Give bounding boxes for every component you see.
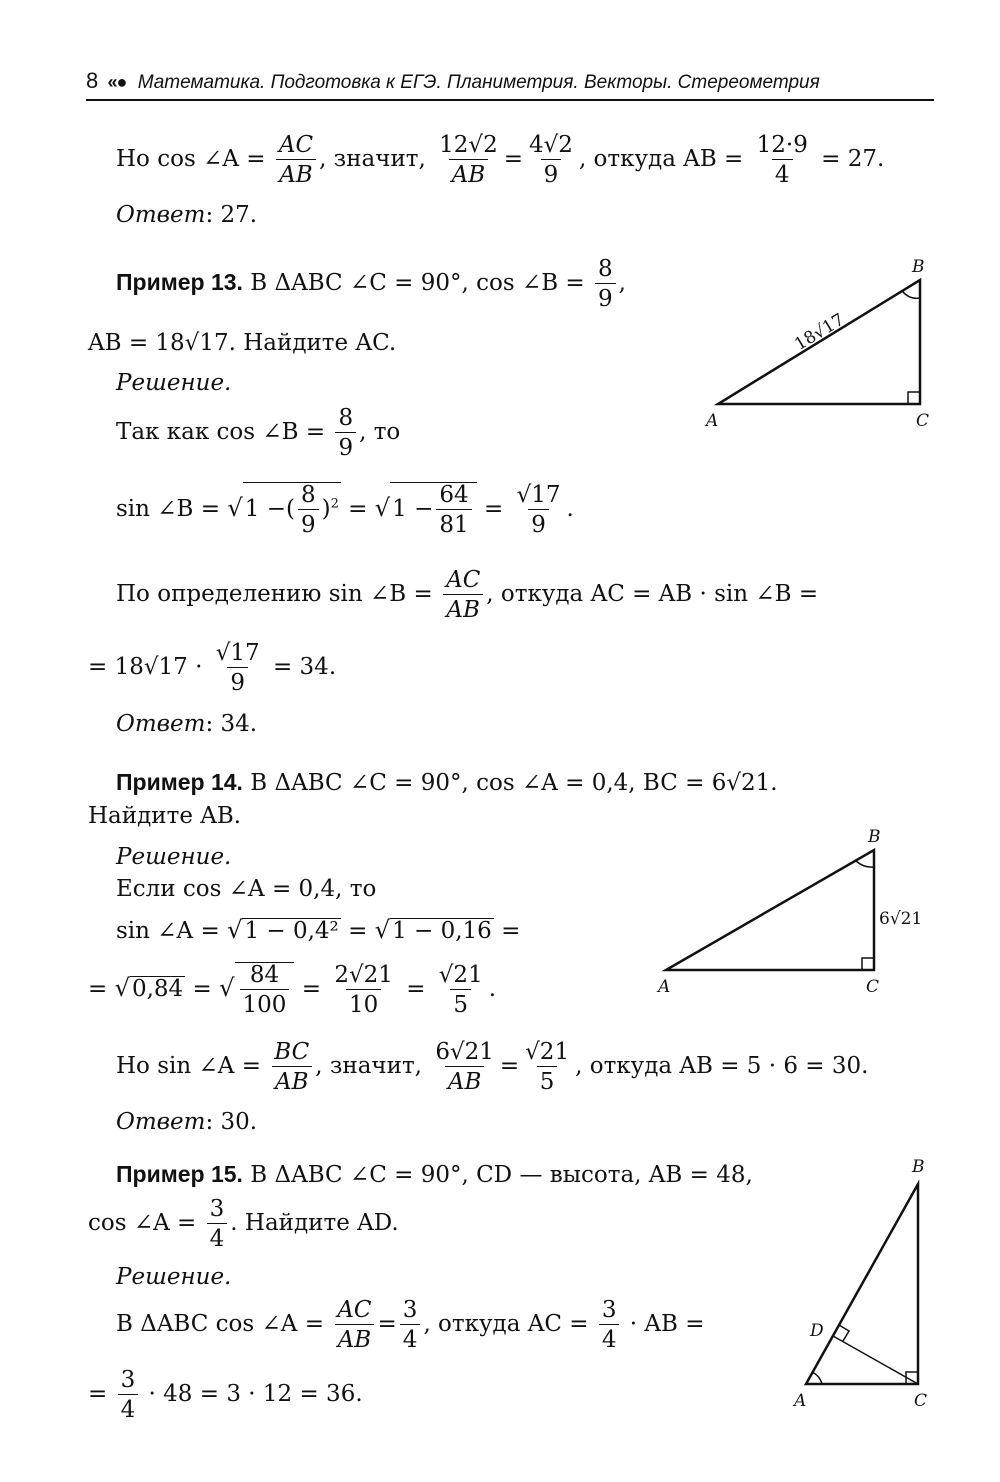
fraction <box>432 1040 497 1094</box>
vertex-label-c: C <box>914 1391 928 1411</box>
text: , <box>618 270 626 297</box>
den: 4 <box>772 159 793 187</box>
ex14-answer <box>116 1111 257 1134</box>
text: В ΔABC ∠C = 90°, cos ∠B = <box>250 270 585 297</box>
fraction <box>526 133 576 187</box>
text: = <box>301 976 321 1003</box>
text: , откуда AC = AB · sin ∠B = <box>486 581 819 608</box>
answer-value: : 30. <box>205 1109 258 1135</box>
text: = <box>88 1381 108 1408</box>
fraction <box>334 1298 374 1352</box>
answer-label: Ответ <box>116 202 206 228</box>
ex14-step-1: Если cos ∠A = 0,4, то <box>116 876 377 902</box>
right-angle-mark <box>908 392 920 404</box>
fraction <box>276 133 316 187</box>
den: 9 <box>528 509 549 537</box>
header-marker: «● <box>107 72 127 92</box>
fraction <box>400 1298 421 1352</box>
radical-sign: √ <box>227 916 243 944</box>
num: AC <box>278 132 314 158</box>
fraction <box>522 1040 572 1094</box>
vertex-label-c: C <box>866 977 880 997</box>
radicand: 0,84 <box>131 976 184 1003</box>
triangle <box>806 1184 918 1384</box>
num: AC <box>337 1297 372 1323</box>
text: = <box>377 1311 397 1338</box>
num: 4√2 <box>529 132 573 158</box>
den: AB <box>445 1066 485 1094</box>
num: 2√21 <box>334 962 393 988</box>
text: , значит, <box>315 1053 422 1080</box>
vertex-label-c: C <box>916 411 930 431</box>
text: = 27. <box>821 146 885 173</box>
fraction <box>207 1197 228 1251</box>
right-angle-mark-d <box>839 1325 849 1341</box>
num: 6√21 <box>435 1039 494 1065</box>
num: 3 <box>209 1196 225 1222</box>
fraction <box>271 1040 312 1094</box>
radicand: 1 −( $\frac{8}{9}$ )$^2$ <box>244 482 339 539</box>
text: = <box>348 496 368 523</box>
ex13-step-2 <box>116 482 574 537</box>
den: 9 <box>541 159 562 187</box>
text: = <box>483 496 504 523</box>
num: 8 <box>598 256 613 282</box>
text: В ΔABC cos ∠A = <box>116 1311 324 1338</box>
num: 64 <box>439 482 469 508</box>
num: BC <box>274 1039 310 1065</box>
ex13-step-3 <box>116 568 818 622</box>
radical-sign: √ <box>114 974 130 1003</box>
den: AB <box>276 159 316 187</box>
angle-arc-a <box>812 1372 822 1384</box>
text: , откуда AC = <box>423 1311 589 1338</box>
fraction <box>436 483 471 537</box>
text: , откуда AB = 5 · 6 = 30. <box>575 1053 869 1080</box>
text: = 34. <box>272 654 337 681</box>
ex15-condition-2 <box>88 1197 399 1251</box>
den: AB <box>272 1066 312 1094</box>
text: В ΔABC ∠C = 90°, CD — высота, AB = 48, <box>250 1162 753 1188</box>
page-number: 8 <box>86 68 99 93</box>
angle-arc-b <box>902 291 920 298</box>
den: 4 <box>400 1324 421 1352</box>
example-heading: Пример 14. <box>116 769 243 795</box>
ex13-step-1 <box>116 406 400 460</box>
text: = <box>192 976 212 1003</box>
text: Так как cos ∠B = <box>116 419 326 446</box>
num: √17 <box>215 640 260 666</box>
fraction <box>514 483 564 537</box>
triangle <box>666 850 874 970</box>
vertex-label-a: A <box>794 1391 807 1411</box>
text: . Найдите AD. <box>230 1210 399 1237</box>
side-label-bc: 6√21 <box>879 909 923 929</box>
ex15-step-2 <box>88 1368 363 1422</box>
den: 81 <box>436 509 471 537</box>
ex14-step-2 <box>116 918 520 944</box>
fraction <box>240 963 290 1017</box>
ex14-condition <box>116 771 778 795</box>
den: 4 <box>599 1324 620 1352</box>
num: 8 <box>338 405 354 431</box>
fraction <box>599 1298 620 1352</box>
vertex-label-a: A <box>658 977 671 997</box>
vertex-label-b: B <box>912 1157 925 1177</box>
fraction <box>443 568 483 622</box>
den: 9 <box>335 432 356 460</box>
text: По определению sin ∠B = <box>116 581 433 608</box>
text: = 18√17 · <box>88 654 203 681</box>
num: 12√2 <box>439 132 498 158</box>
den: 4 <box>207 1223 228 1251</box>
example-heading: Пример 13. <box>116 269 243 296</box>
vertex-label-a: A <box>706 411 719 431</box>
den: 5 <box>450 989 471 1017</box>
text: 1 − <box>392 496 434 523</box>
den: AB <box>335 1324 375 1352</box>
text: sin ∠B = <box>116 496 221 523</box>
text: cos ∠A = <box>88 1210 197 1237</box>
prev-line-1 <box>116 133 884 187</box>
den: 4 <box>118 1394 139 1422</box>
num: √21 <box>438 962 483 988</box>
radical-sign: √ <box>219 974 235 1003</box>
num: 84 <box>249 962 280 988</box>
den: 9 <box>595 283 616 311</box>
ex14-solution-label: Решение. <box>116 844 232 870</box>
radicand: 1 − 0,4² <box>244 918 339 944</box>
radicand: 1 − 0,16 <box>392 918 492 944</box>
fraction <box>118 1368 139 1422</box>
page-header <box>86 68 820 94</box>
num: √17 <box>516 482 561 508</box>
text: , значит, <box>319 146 426 173</box>
answer-value: : 27. <box>205 202 258 228</box>
num: 3 <box>120 1367 136 1393</box>
side-label-ab: 18√17 <box>791 309 848 355</box>
ex15-triangle-figure <box>780 1150 950 1420</box>
exponent: 2 <box>330 496 339 512</box>
text: = <box>88 976 108 1003</box>
radicand <box>235 962 295 1017</box>
example-heading: Пример 15. <box>116 1161 243 1187</box>
ex15-step-1 <box>116 1298 705 1352</box>
text: = <box>348 918 368 944</box>
fraction <box>754 133 811 187</box>
ex13-condition <box>116 257 626 311</box>
prev-answer <box>116 204 257 227</box>
num: 8 <box>300 482 316 508</box>
text: Но cos ∠A = <box>116 146 266 173</box>
answer-label: Ответ <box>116 1109 206 1135</box>
ex14-condition-2: Найдите AB. <box>88 803 242 829</box>
den: 100 <box>240 989 290 1017</box>
fraction <box>213 641 263 695</box>
fraction <box>298 483 319 537</box>
num: AC <box>446 567 481 593</box>
text: = <box>406 976 426 1003</box>
radical-sign: √ <box>374 916 391 944</box>
num: 12·9 <box>756 132 808 158</box>
text: Но sin ∠A = <box>116 1053 261 1080</box>
ex14-triangle-figure <box>650 820 950 1000</box>
vertex-label-b: B <box>868 827 881 847</box>
num: 3 <box>601 1297 617 1323</box>
text: = <box>499 1053 520 1080</box>
radical-sign: √ <box>227 494 243 523</box>
den: AB <box>443 594 483 622</box>
text: · AB = <box>629 1311 705 1338</box>
fraction <box>436 133 501 187</box>
radicand <box>390 482 477 537</box>
text: . <box>566 496 574 523</box>
text: · 48 = 3 · 12 = 36. <box>148 1381 363 1408</box>
text: В ΔABC ∠C = 90°, cos ∠A = 0,4, BC = 6√21. <box>250 770 778 796</box>
ex13-answer <box>116 713 257 736</box>
fraction <box>335 406 356 460</box>
text: 1 − <box>244 496 286 523</box>
header-rule <box>86 99 934 101</box>
den: 9 <box>298 509 319 537</box>
text: = <box>503 146 523 173</box>
ex13-triangle-figure <box>690 250 950 440</box>
text: , то <box>359 419 401 446</box>
den: AB <box>449 159 489 187</box>
text: sin ∠A = <box>116 918 220 944</box>
ex13-step-4 <box>88 641 336 695</box>
den: 9 <box>227 667 248 695</box>
vertex-label-d: D <box>810 1321 824 1341</box>
ex14-step-4 <box>116 1040 868 1094</box>
answer-value: : 34. <box>205 711 258 737</box>
answer-label: Ответ <box>116 711 206 737</box>
angle-arc-b <box>856 861 874 867</box>
text: . <box>488 976 497 1003</box>
fraction <box>436 963 486 1017</box>
ex15-condition <box>116 1163 753 1187</box>
den: 10 <box>346 989 381 1017</box>
right-angle-mark <box>862 958 874 970</box>
vertex-label-b: B <box>912 257 925 277</box>
book-title: Математика. Подготовка к ЕГЭ. Планиметрия. Векторы. Стереометрия <box>137 72 820 93</box>
ex14-step-3 <box>88 962 496 1017</box>
ex15-solution-label: Решение. <box>116 1264 232 1290</box>
text: = <box>501 918 521 944</box>
radical-sign: √ <box>374 494 391 523</box>
num: √21 <box>525 1039 570 1065</box>
text: , откуда AB = <box>578 146 744 173</box>
fraction <box>331 963 396 1017</box>
num: 3 <box>402 1297 418 1323</box>
ex13-condition-2: AB = 18√17. Найдите AC. <box>88 330 397 356</box>
fraction <box>595 257 616 311</box>
ex13-solution-label: Решение. <box>116 370 232 396</box>
den: 5 <box>537 1066 558 1094</box>
